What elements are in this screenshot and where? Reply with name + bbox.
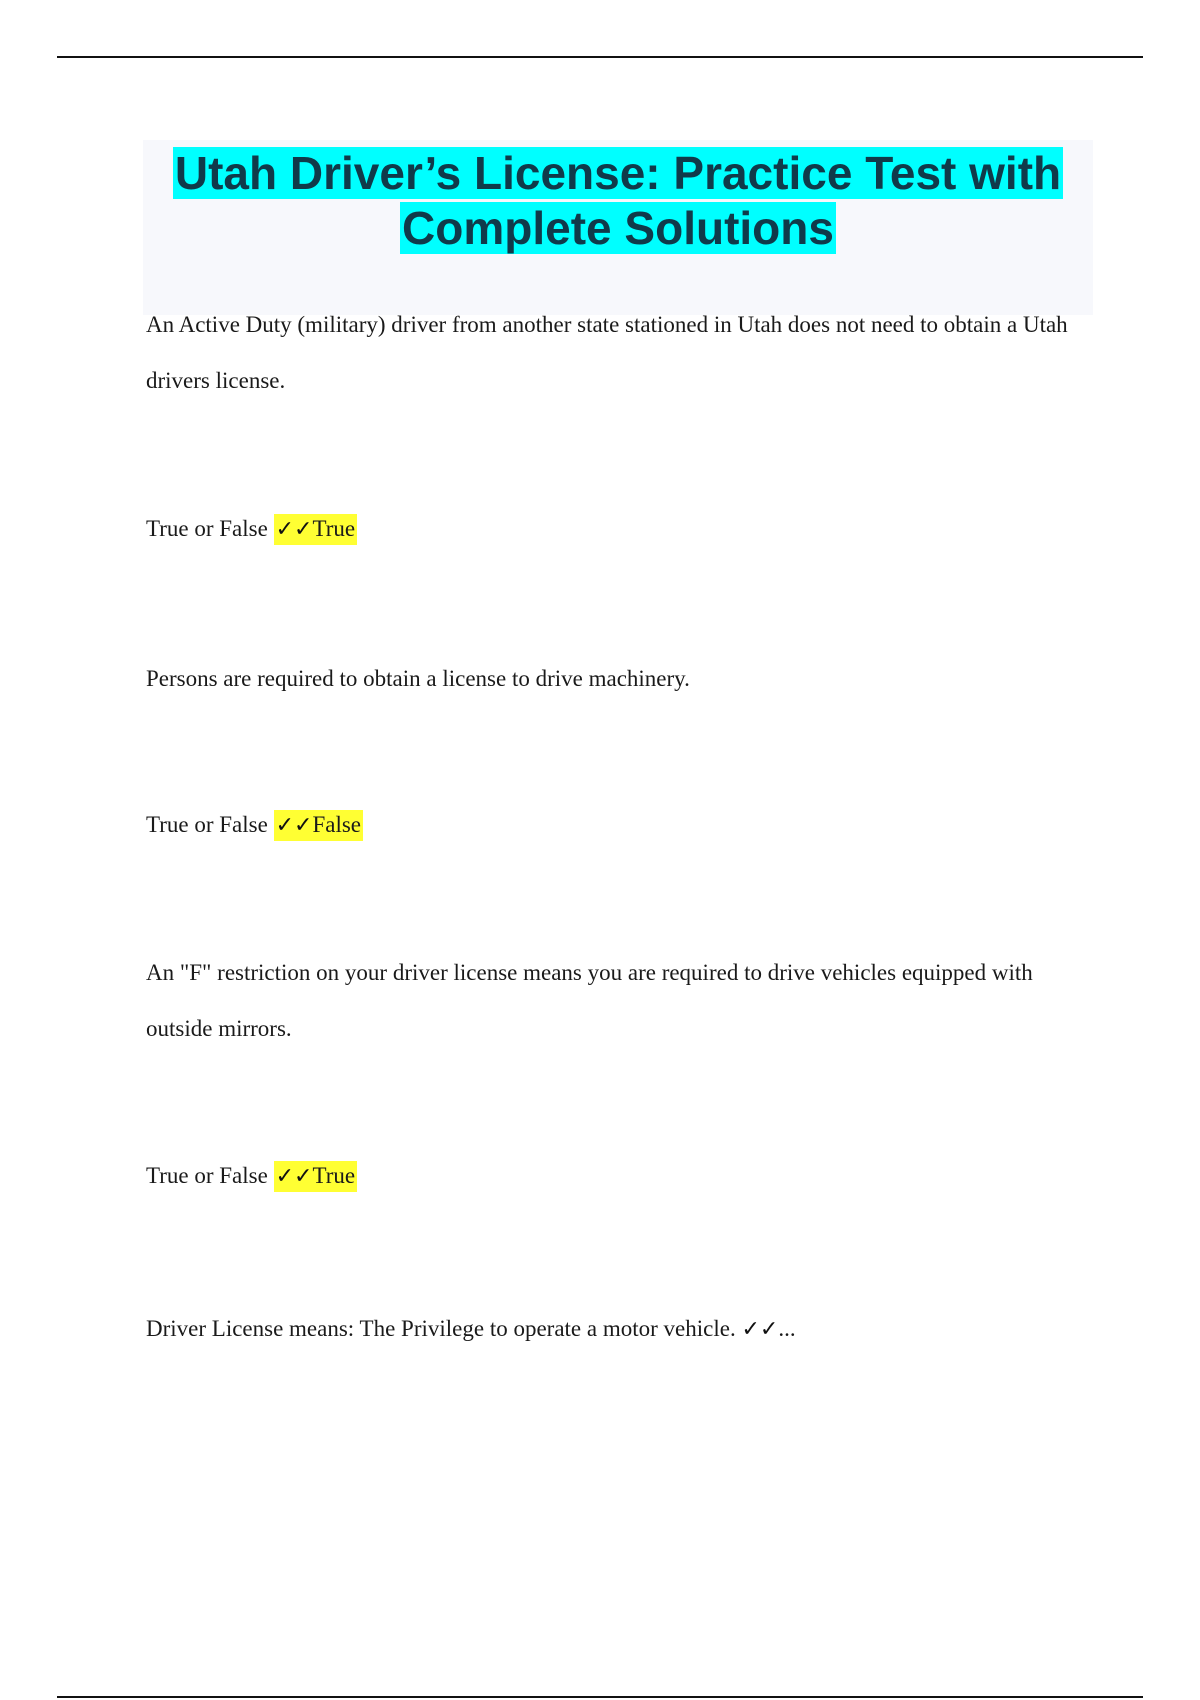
truncation-ellipsis: ... — [778, 1316, 796, 1341]
answer-value: False — [312, 812, 362, 837]
definition-line — [146, 1301, 1086, 1358]
answer-line-1 — [146, 501, 1086, 558]
question-1: An Active Duty (military) driver from another state stationed in Utah does not need to obtain a Utah drivers license. — [146, 312, 1068, 393]
answer-prompt: True or False — [146, 1163, 274, 1188]
title-line-1: Utah Driver’s License: Practice Test with — [174, 147, 1062, 199]
answer-value: True — [312, 516, 356, 541]
answer-line-2 — [146, 797, 1086, 854]
checkmark-icon: ✓✓ — [275, 517, 313, 542]
answer-highlight — [274, 1161, 357, 1192]
answer-highlight — [274, 810, 363, 841]
checkmark-icon: ✓✓ — [275, 813, 313, 838]
answer-value: True — [312, 1163, 356, 1188]
definition-text: Driver License means: The Privilege to operate a motor vehicle. — [146, 1316, 742, 1341]
question-2: Persons are required to obtain a license to drive machinery. — [146, 666, 690, 691]
question-3: An "F" restriction on your driver license means you are required to drive vehicles equipped with outside mirrors. — [146, 960, 1033, 1041]
checkmark-icon: ✓✓ — [741, 1317, 779, 1342]
document-title — [143, 146, 1093, 256]
footer-rule — [57, 1696, 1143, 1698]
answer-prompt: True or False — [146, 812, 274, 837]
answer-line-3 — [146, 1148, 1086, 1205]
answer-prompt: True or False — [146, 516, 274, 541]
title-line-2: Complete Solutions — [402, 202, 834, 254]
header-rule — [57, 56, 1143, 58]
answer-highlight — [274, 514, 357, 545]
checkmark-icon: ✓✓ — [275, 1164, 313, 1189]
